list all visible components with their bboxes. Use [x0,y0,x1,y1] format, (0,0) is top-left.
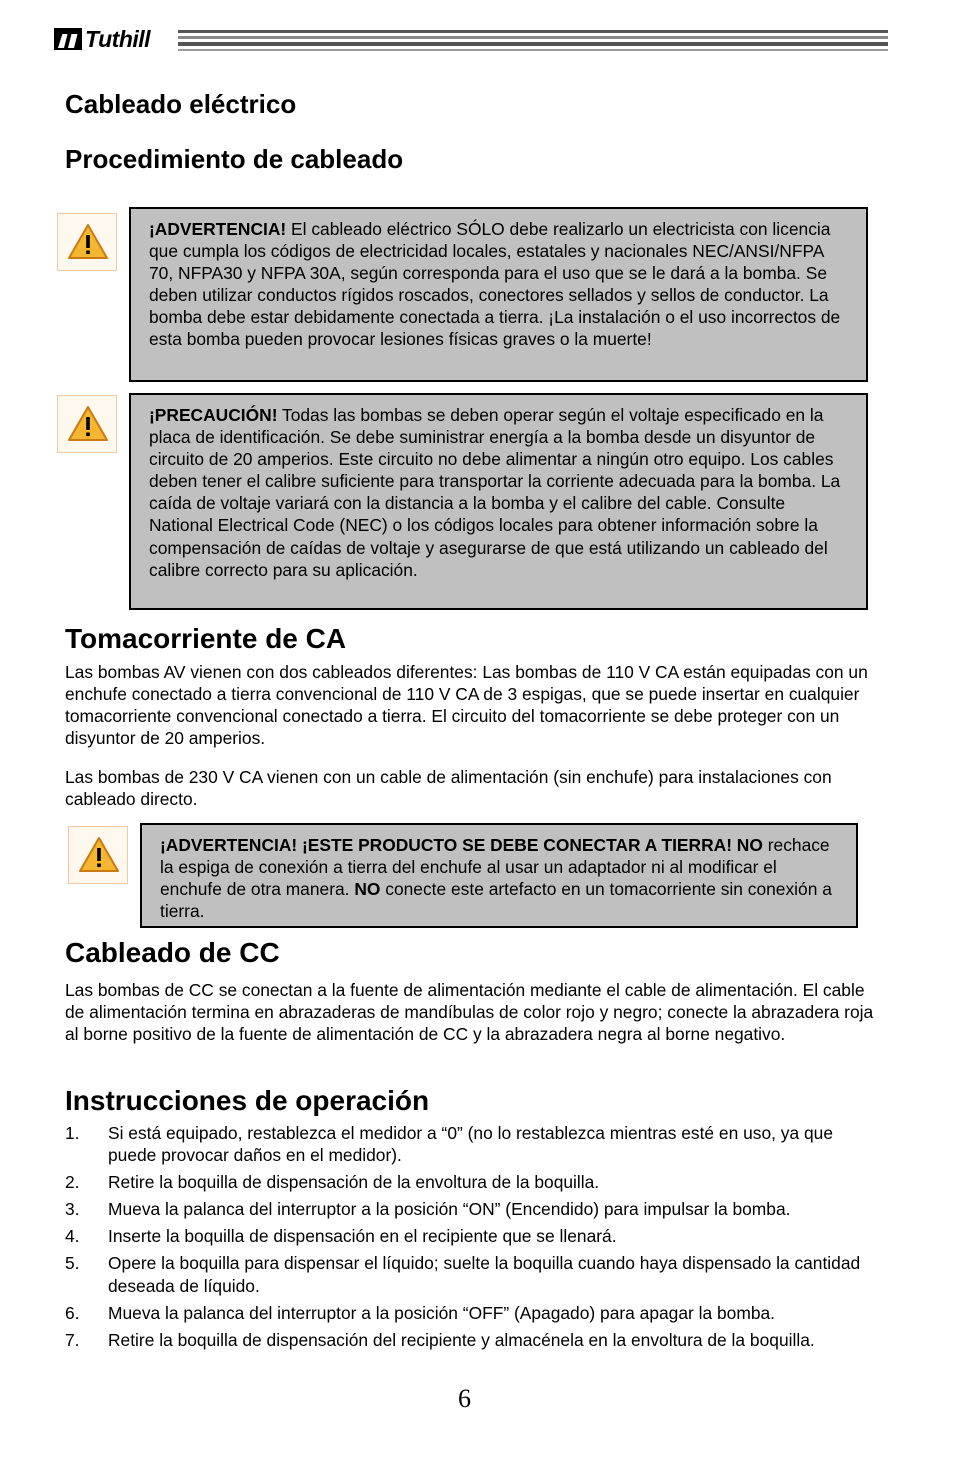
step-text: Retire la boquilla de dispensación de la envoltura de la boquilla. [108,1172,600,1193]
operating-steps-list [65,1122,875,1356]
section-title-electrical-wiring: Cableado eléctrico [65,89,297,119]
list-item [65,1225,875,1247]
step-number: 1. [65,1123,80,1143]
step-text: Mueva la palanca del interruptor a la posición “ON” (Encendido) para impulsar la bomba. [108,1199,791,1220]
list-item [65,1198,875,1220]
tuthill-logo-mark-icon [54,26,84,52]
warning-ground-text-1: rechace la espiga de conexión a tierra del enchufe al usar un adaptador ni al modificar el enchufe de otra manera. [160,835,830,900]
warning-box-electrician [129,207,868,382]
step-number: 4. [65,1226,80,1247]
step-number: 2. [65,1172,80,1193]
caution-text: Todas las bombas se deben operar según el voltaje especificado en la placa de identificación. Se debe suministrar energía a la bomba desde un disyuntor de circuito de 20 amperios. Este circuito no debe alimentar a ningún otro equipo. Los cables deben tener el calibre suficiente para transportar la corriente adecuada para la bomba. La caída de voltaje variará con la distancia a la bomba y el calibre del cable. Consulte National Electrical Code (NEC) o los códigos locales para obtener información sobre la compensación de caídas de voltaje y asegurarse de que está utilizando un cableado del calibre correcto para su aplicación. [149,405,841,580]
ac-paragraph-2: Las bombas de 230 V CA vienen con un cable de alimentación (sin enchufe) para instalaciones con cableado directo. [65,767,832,810]
page-number: 6 [458,1384,471,1413]
step-text: Inserte la boquilla de dispensación en el recipiente que se llenará. [108,1226,617,1247]
dc-paragraph: Las bombas de CC se conectan a la fuente de alimentación mediante el cable de alimentación. El cable de alimentación termina en abrazaderas de mandíbulas de color rojo y negro; conecte la abrazadera roja al borne positivo de la fuente de alimentación de CC y la abrazadera negra al borne negativo. [65,980,874,1045]
warning-triangle-icon [57,213,117,271]
warning-text: El cableado eléctrico SÓLO debe realizarlo un electricista con licencia que cumpla los códigos de electricidad locales, estatales y nacionales NEC/ANSI/NFPA 70, NFPA30 y NFPA 30A, según corresponda para el uso que se le dará a la bomba. Se deben utilizar conductos rígidos roscados, conectores sellados y sellos de conductor. La bomba debe estar debidamente conectada a tierra. ¡La instalación o el uso incorrectos de esta bomba pueden provocar lesiones físicas graves o la muerte! [149,219,841,350]
list-item [65,1329,875,1351]
caution-box-voltage [129,393,868,610]
step-text: Retire la boquilla de dispensación del recipiente y almacénela en la envoltura de la boquilla. [108,1329,815,1350]
ac-paragraph-1: Las bombas AV vienen con dos cableados diferentes: Las bombas de 110 V CA están equipadas con un enchufe conectado a tierra convencional de 110 V CA de 3 espigas, que se puede insertar en cualquier tomacorriente convencional conectado a tierra. El circuito del tomacorriente se debe proteger con un disyuntor de 20 amperios. [65,662,868,749]
logo-text: Tuthill [85,26,151,52]
warning-ground-text-2: conecte este artefacto en un tomacorriente sin conexión a tierra. [160,879,832,922]
section-title-dc-wiring: Cableado de CC [65,937,280,968]
step-number: 3. [65,1199,80,1220]
list-item [65,1171,875,1193]
list-item [65,1302,875,1324]
step-number: 5. [65,1253,80,1274]
section-title-wiring-procedure: Procedimiento de cableado [65,144,404,174]
warning-ground-label: ¡ADVERTENCIA! ¡ESTE PRODUCTO SE DEBE CONECTAR A TIERRA! NO [160,835,763,855]
warning-label: ¡ADVERTENCIA! [149,219,287,239]
list-item [65,1122,875,1166]
step-number: 7. [65,1329,80,1350]
warning-ground-no: NO [354,879,381,900]
step-text: Si está equipado, restablezca el medidor a “0” (no lo restablezca mientras esté en uso, ya que puede provocar daños en el medidor). [108,1123,834,1166]
list-item [65,1252,875,1296]
section-title-operating-instructions: Instrucciones de operación [65,1085,430,1116]
tuthill-logo [54,26,150,52]
header-rule [178,30,888,54]
step-text: Opere la boquilla para dispensar el líquido; suelte la boquilla cuando haya dispensado la cantidad deseada de líquido. [108,1253,861,1296]
caution-label: ¡PRECAUCIÓN! [149,405,278,425]
warning-triangle-icon [68,826,128,884]
step-text: Mueva la palanca del interruptor a la posición “OFF” (Apagado) para apagar la bomba. [108,1302,776,1323]
page-header [52,24,892,56]
caution-triangle-icon [57,395,117,453]
section-title-ac-outlet: Tomacorriente de CA [65,623,347,654]
step-number: 6. [65,1302,80,1323]
warning-box-grounding [140,823,858,928]
